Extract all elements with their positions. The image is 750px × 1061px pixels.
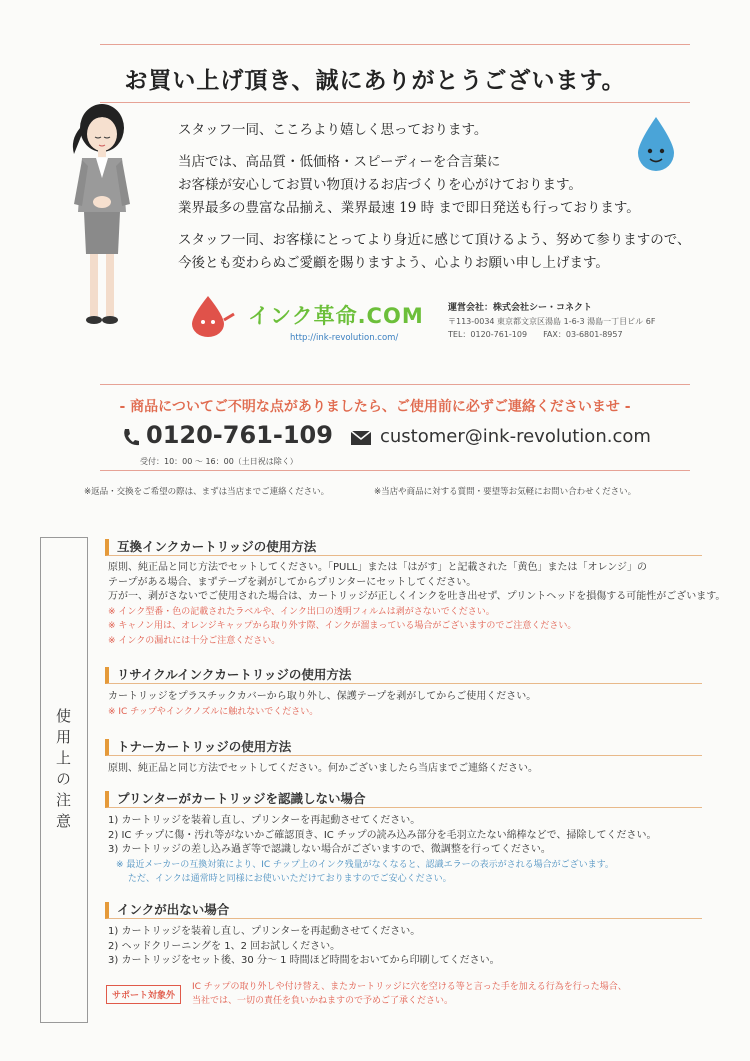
section-heading-no-ink: インクが出ない場合 <box>105 902 702 919</box>
caution-note: ※ インクの漏れには十分ご注意ください。 <box>108 635 281 646</box>
support-line: IC チップの取り外しや付け替え、またカートリッジに穴を空ける等と言った手を加える行為を行った場合、 <box>192 982 627 992</box>
section-heading-not-recognized: プリンターがカートリッジを認識しない場合 <box>105 791 702 808</box>
body-line: 3) カートリッジをセット後、30 分〜 1 時間ほど時間をおいてから印刷してください。 <box>108 955 500 966</box>
support-line: 当社では、一切の責任を負いかねますので予めご了承ください。 <box>192 996 454 1006</box>
body-line: 1) カートリッジを装着し直し、プリンターを再起動させてください。 <box>108 926 421 937</box>
contact-divider-bottom <box>100 470 690 471</box>
greeting-line: 今後とも変わらぬご愛顧を賜りますよう、心よりお願い申し上げます。 <box>178 255 609 271</box>
business-hours: 受付：10：00 〜 16：00（土日祝は除く） <box>140 457 298 466</box>
body-line: テープがある場合、まずテープを剥がしてからプリンターにセットしてください。 <box>108 576 477 588</box>
phone-icon <box>122 427 140 447</box>
caution-note: ※ キャノン用は、オレンジキャップから取り外す際、インクが溜まっている場合がございますのでご注意ください。 <box>108 621 577 631</box>
body-line: 万が一、剥がさないでご使用された場合は、カートリッジが正しくインクを吐き出せず、プリントヘッドを損傷する可能性がございます。 <box>108 591 726 602</box>
body-line: 3) カートリッジの差し込み過ぎ等で認識しない場合がございますので、微調整を行ってください。 <box>108 844 551 855</box>
company-tel-fax: TEL：0120-761-109 FAX：03-6801-8957 <box>448 330 623 339</box>
contact-divider-top <box>100 384 690 385</box>
page-title: お買い上げ頂き、誠にありがとうございます。 <box>124 67 626 94</box>
section-heading-compatible-ink: 互換インクカートリッジの使用方法 <box>105 539 702 556</box>
staff-illustration <box>62 94 142 344</box>
section-body-compatible-ink <box>108 561 725 648</box>
caution-note: ※ IC チップやインクノズルに触れないでください。 <box>108 706 319 717</box>
title-divider <box>100 102 690 103</box>
section-heading-recycled-ink: リサイクルインクカートリッジの使用方法 <box>105 667 702 684</box>
company-info <box>448 302 655 341</box>
section-body-not-recognized <box>108 814 656 887</box>
greeting-line: スタッフ一同、こころより嬉しく思っております。 <box>178 122 488 138</box>
section-body-toner <box>108 762 538 777</box>
support-excluded-text <box>192 980 627 1008</box>
support-excluded-badge: サポート対象外 <box>106 985 181 1004</box>
company-address: 〒113-0034 東京都文京区湯島 1-6-3 湯島一丁目ビル 6F <box>448 317 656 326</box>
company-name: 運営会社：株式会社シー・コネクト <box>448 303 593 313</box>
info-note: ただ、インクは通常時と同様にお使いいただけておりますのでご安心ください。 <box>116 874 452 884</box>
greeting-block <box>178 119 690 275</box>
sidebar-label: 使用上の注意 <box>54 708 72 834</box>
return-note: ※返品・交換をご希望の際は、まずは当店までご連絡ください。 <box>84 487 330 497</box>
brand-url-link[interactable]: http://ink-revolution.com/ <box>290 333 399 343</box>
greeting-line: 業界最多の豊富な品揃え、業界最速 19 時 まで即日発送も行っております。 <box>178 200 640 216</box>
phone-number[interactable]: 0120-761-109 <box>146 421 333 449</box>
info-note: ※ 最近メーカーの互換対策により、IC チップ上のインク残量がなくなると、認識エラーの表示がされる場合がございます。 <box>116 859 614 870</box>
body-line: 1) カートリッジを装着し直し、プリンターを再起動させてください。 <box>108 815 421 826</box>
body-line: 2) IC チップに傷・汚れ等がないかご確認頂き、IC チップの読み込み部分を毛羽立たない綿棒などで、掃除してください。 <box>108 829 657 841</box>
caution-note: ※ インク型番・色の記載されたラベルや、インク出口の透明フィルムは剥がさないでください。 <box>108 606 495 617</box>
body-line: カートリッジをプラスチックカバーから取り外し、保護テープを剥がしてからご使用ください。 <box>108 691 537 702</box>
greeting-line: 当店では、高品質・低価格・スピーディーを合言葉に <box>178 154 501 170</box>
mail-icon <box>350 430 372 446</box>
greeting-line: お客様が安心してお買い物頂けるお店づくりを心がけております。 <box>178 177 582 193</box>
contact-notice: - 商品についてご不明な点がありましたら、ご使用前に必ずご連絡くださいませ - <box>119 399 631 415</box>
brand-logo: インク革命.COM <box>248 304 424 328</box>
red-drop-mascot-icon <box>186 294 236 338</box>
inquiry-note: ※当店や商品に対する質問・要望等お気軽にお問い合わせください。 <box>374 487 637 497</box>
top-divider <box>100 44 690 45</box>
section-body-no-ink <box>108 925 500 969</box>
section-heading-toner: トナーカートリッジの使用方法 <box>105 739 702 756</box>
usage-caution-sidebar <box>40 537 88 1023</box>
email-address[interactable]: customer@ink-revolution.com <box>380 426 651 447</box>
greeting-line: スタッフ一同、お客様にとってより身近に感じて頂けるよう、努めて参りますので、 <box>178 232 691 248</box>
body-line: 原則、純正品と同じ方法でセットしてください。「PULL」または「はがす」と記載された「黄色」または「オレンジ」の <box>108 562 647 573</box>
body-line: 2) ヘッドクリーニングを 1、2 回お試しください。 <box>108 940 341 952</box>
section-body-recycled-ink <box>108 690 536 719</box>
body-line: 原則、純正品と同じ方法でセットしてください。何かございましたら当店までご連絡ください。 <box>108 763 538 774</box>
